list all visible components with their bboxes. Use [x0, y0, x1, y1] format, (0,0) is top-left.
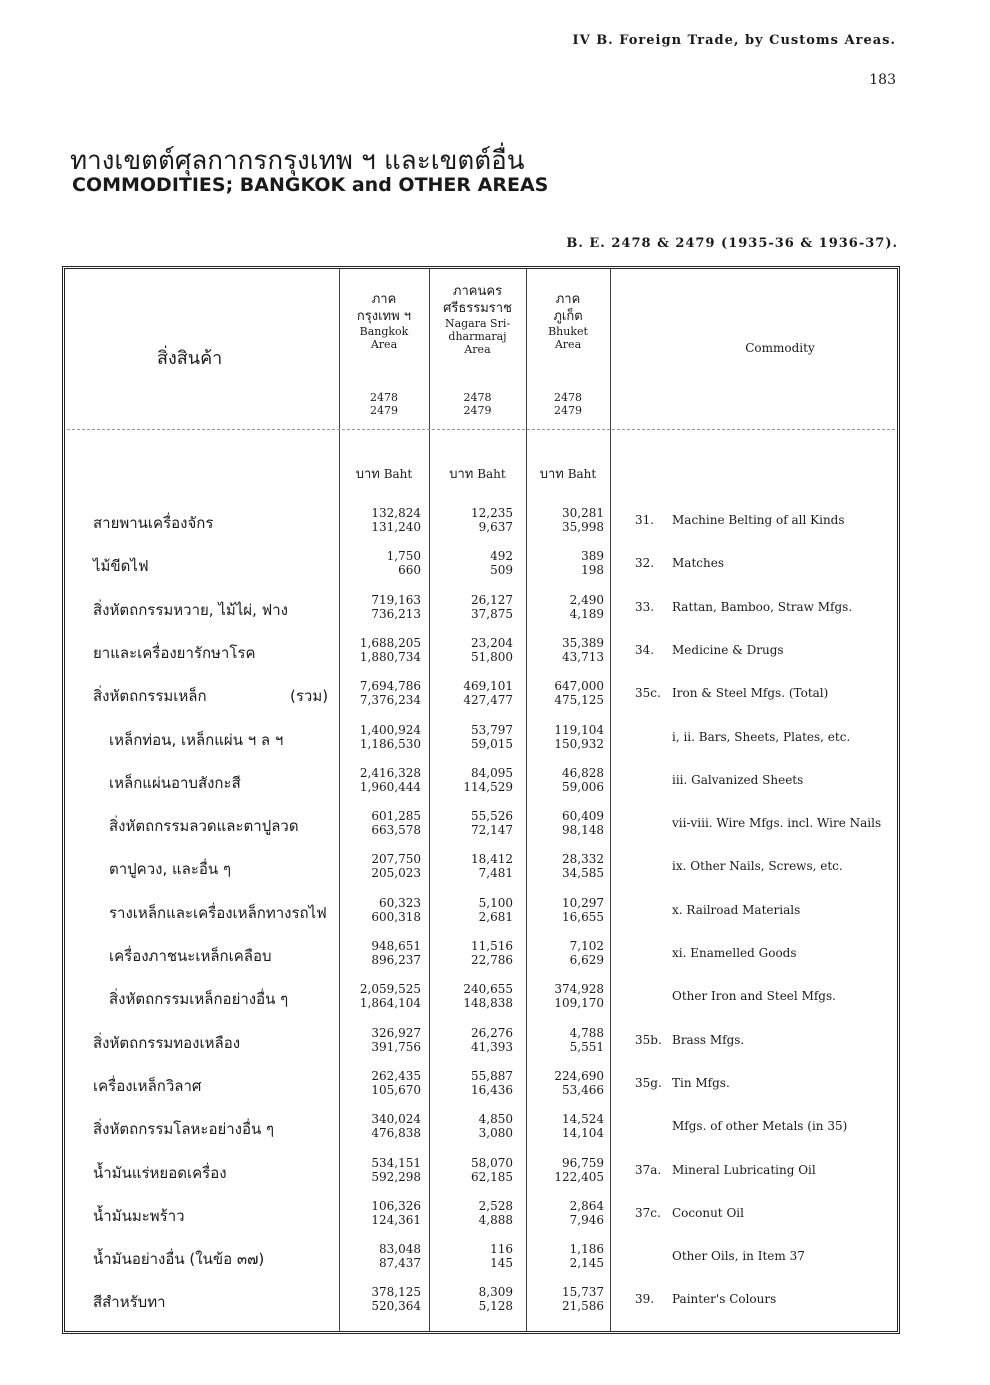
value-bangkok — [341, 506, 421, 534]
value-year2: 7,481 — [478, 866, 513, 881]
commodity-thai: สิ่งหัตถกรรมหวาย, ไม้ไผ่, ฟาง — [93, 600, 288, 619]
value-year1: 10,297 — [562, 895, 604, 910]
commodity-en: Matches — [672, 556, 724, 571]
value-nagara — [431, 939, 513, 967]
value-year2: 109,170 — [554, 996, 604, 1011]
header-nagara-thai2: ศรีธรรมราช — [443, 301, 512, 316]
value-year1: 30,281 — [562, 506, 604, 520]
value-year1: 240,655 — [463, 982, 513, 997]
value-year2: 509 — [490, 563, 513, 578]
value-bhuket — [528, 1026, 604, 1054]
table-row — [65, 933, 897, 976]
value-year1: 46,828 — [562, 765, 604, 780]
commodity-thai: เหล็กแผ่นอาบสังกะสี — [109, 773, 241, 792]
value-year2: 148,838 — [463, 996, 513, 1011]
value-year1: 23,204 — [471, 635, 513, 650]
commodity-thai: ตาปูควง, และอื่น ๆ — [109, 860, 232, 879]
commodity-thai: สายพานเครื่องจักร — [93, 514, 214, 532]
value-year1: 374,928 — [554, 982, 604, 997]
header-bhuket-area — [528, 291, 608, 351]
header-bangkok-thai1: ภาค — [371, 292, 397, 307]
value-year2: 122,405 — [554, 1169, 604, 1184]
value-year2: 5,551 — [569, 1039, 604, 1054]
value-nagara — [431, 506, 513, 534]
value-year2: 53,466 — [562, 1082, 604, 1097]
header-nagara-en3: Area — [464, 343, 491, 356]
commodity-thai: เครื่องเหล็กวิลาศ — [93, 1076, 202, 1095]
value-bhuket — [528, 1285, 604, 1313]
table-row — [65, 1279, 897, 1322]
value-year2: 1,880,734 — [359, 649, 421, 664]
value-bhuket — [528, 1069, 604, 1097]
table-row — [65, 587, 897, 630]
table-row — [65, 543, 897, 586]
value-bangkok — [341, 1026, 421, 1054]
value-bhuket — [528, 939, 604, 967]
value-year1: 14,524 — [562, 1112, 604, 1127]
value-year2: 131,240 — [371, 520, 421, 534]
value-bhuket — [528, 593, 604, 621]
value-year2: 660 — [398, 563, 421, 578]
value-year1: 647,000 — [554, 679, 604, 694]
value-year1: 389 — [581, 549, 604, 564]
value-year2: 476,838 — [371, 1126, 421, 1141]
table-row — [65, 1193, 897, 1236]
header-bhuket-thai2: ภูเก็ต — [553, 309, 583, 324]
commodity-thai: เหล็กท่อน, เหล็กแผ่น ฯ ล ฯ — [109, 730, 284, 749]
value-year1: 132,824 — [371, 506, 421, 520]
unit-nagara — [431, 463, 524, 484]
value-year2: 59,015 — [471, 736, 513, 751]
value-bangkok — [341, 1199, 421, 1227]
value-bhuket — [528, 852, 604, 880]
unit-thai: บาท — [355, 467, 380, 482]
item-code: 33. — [635, 599, 655, 614]
unit-en: Baht — [383, 467, 413, 481]
header-commodity-thai: สิ่งสินค้า — [157, 348, 223, 369]
unit-bangkok — [341, 463, 427, 484]
table-row — [65, 1150, 897, 1193]
value-year1: 12,235 — [471, 506, 513, 520]
value-bhuket — [528, 1242, 604, 1270]
value-bhuket — [528, 896, 604, 924]
value-year1: 106,326 — [371, 1198, 421, 1213]
value-year2: 592,298 — [371, 1169, 421, 1184]
item-code: 35g. — [635, 1075, 662, 1090]
value-bhuket — [528, 679, 604, 707]
value-year2: 62,185 — [471, 1169, 513, 1184]
value-year2: 14,104 — [562, 1126, 604, 1141]
value-nagara — [431, 766, 513, 794]
header-divider — [67, 429, 895, 430]
table-row — [65, 846, 897, 889]
value-year2: 124,361 — [371, 1212, 421, 1227]
commodity-thai: เครื่องภาชนะเหล็กเคลือบ — [109, 947, 272, 965]
value-year1: 28,332 — [562, 852, 604, 867]
value-bangkok — [341, 723, 421, 751]
table-row — [65, 1020, 897, 1063]
value-bangkok — [341, 896, 421, 924]
value-year1: 224,690 — [554, 1068, 604, 1083]
item-code: 37a. — [635, 1162, 662, 1177]
value-year2: 114,529 — [463, 779, 513, 794]
value-bhuket — [528, 1156, 604, 1184]
value-year1: 1,400,924 — [359, 722, 421, 737]
value-year1: 119,104 — [554, 722, 604, 737]
value-year1: 15,737 — [562, 1285, 604, 1300]
commodity-en: Mfgs. of other Metals (in 35) — [672, 1119, 848, 1134]
value-year1: 948,651 — [371, 939, 421, 953]
value-year1: 55,526 — [471, 809, 513, 824]
value-year1: 2,059,525 — [359, 982, 421, 997]
value-year2: 5,128 — [478, 1299, 513, 1314]
value-year1: 7,102 — [569, 939, 604, 953]
year-2: 2479 — [370, 404, 398, 417]
header-bangkok-thai2: กรุงเทพ ฯ — [356, 309, 412, 324]
value-bangkok — [341, 939, 421, 967]
commodity-en: xi. Enamelled Goods — [672, 946, 797, 960]
commodity-en: vii-viii. Wire Mfgs. incl. Wire Nails — [672, 816, 882, 831]
years-nagara — [431, 391, 524, 417]
page-number: 183 — [869, 72, 896, 88]
commodity-en: Rattan, Bamboo, Straw Mfgs. — [672, 599, 853, 614]
commodity-table — [62, 266, 900, 1334]
value-year2: 72,147 — [471, 823, 513, 838]
value-nagara — [431, 1199, 513, 1227]
value-year1: 534,151 — [371, 1155, 421, 1170]
item-code: 35b. — [635, 1032, 662, 1047]
header-bangkok-area — [341, 291, 427, 351]
commodity-thai: รางเหล็กและเครื่องเหล็กทางรถไฟ — [109, 903, 327, 922]
value-year1: 719,163 — [371, 592, 421, 607]
year-1: 2478 — [554, 391, 582, 404]
value-year2: 1,864,104 — [359, 996, 421, 1011]
value-year1: 53,797 — [471, 722, 513, 737]
unit-thai: บาท — [539, 467, 564, 482]
item-code: 31. — [635, 513, 655, 527]
value-bangkok — [341, 549, 421, 577]
value-nagara — [431, 636, 513, 664]
value-year1: 11,516 — [471, 939, 513, 953]
header-bhuket-thai1: ภาค — [555, 292, 581, 307]
value-bangkok — [341, 1069, 421, 1097]
value-nagara — [431, 809, 513, 837]
value-year2: 16,436 — [471, 1082, 513, 1097]
value-year2: 600,318 — [371, 909, 421, 924]
value-year1: 2,416,328 — [359, 765, 421, 780]
value-year1: 469,101 — [463, 679, 513, 694]
commodity-thai: ไม้ขีดไฟ — [93, 557, 149, 576]
value-year2: 22,786 — [471, 953, 513, 967]
title-thai: ทางเขตต์ศุลกากรกรุงเทพ ฯ และเขตต์อื่น — [70, 146, 525, 176]
value-bangkok — [341, 593, 421, 621]
value-year1: 4,788 — [569, 1025, 604, 1040]
years-bhuket — [528, 391, 608, 417]
header-bangkok-en1: Bangkok — [359, 325, 409, 338]
value-bangkok — [341, 679, 421, 707]
value-year2: 6,629 — [569, 953, 604, 967]
year-2: 2479 — [554, 404, 582, 417]
header-bhuket-en1: Bhuket — [548, 325, 588, 338]
value-bhuket — [528, 723, 604, 751]
value-year2: 205,023 — [371, 866, 421, 881]
header-nagara-en1: Nagara Sri- — [444, 317, 511, 330]
value-year1: 60,409 — [562, 809, 604, 824]
table-row — [65, 760, 897, 803]
value-year2: 51,800 — [471, 649, 513, 664]
commodity-thai: สิ่งหัตถกรรมเหล็กอย่างอื่น ๆ — [109, 990, 289, 1009]
value-bhuket — [528, 636, 604, 664]
value-nagara — [431, 1112, 513, 1140]
value-year1: 2,864 — [569, 1198, 604, 1213]
value-bangkok — [341, 766, 421, 794]
value-year2: 150,932 — [554, 736, 604, 751]
year-2: 2479 — [463, 404, 492, 417]
value-year2: 59,006 — [562, 779, 604, 794]
value-year1: 96,759 — [562, 1155, 604, 1170]
value-year2: 7,376,234 — [359, 693, 421, 708]
value-year1: 340,024 — [371, 1112, 421, 1127]
item-code: 39. — [635, 1292, 655, 1307]
table-row — [65, 1106, 897, 1149]
commodity-thai: สิ่งหัตถกรรมลวดและตาปูลวด — [109, 817, 299, 836]
value-bangkok — [341, 636, 421, 664]
value-year2: 736,213 — [371, 606, 421, 621]
value-year2: 1,186,530 — [359, 736, 421, 751]
value-year2: 1,960,444 — [359, 779, 421, 794]
item-code: 37c. — [635, 1205, 661, 1220]
value-nagara — [431, 982, 513, 1010]
value-year1: 7,694,786 — [359, 679, 421, 694]
value-nagara — [431, 896, 513, 924]
year-1: 2478 — [463, 391, 492, 404]
value-nagara — [431, 1069, 513, 1097]
value-bhuket — [528, 506, 604, 534]
value-year2: 37,875 — [471, 606, 513, 621]
value-year2: 7,946 — [569, 1212, 604, 1227]
commodity-thai: น้ำมันอย่างอื่น (ในข้อ ๓๗) — [93, 1250, 265, 1269]
commodity-thai: น้ำมันแร่หยอดเครื่อง — [93, 1163, 227, 1182]
value-nagara — [431, 1242, 513, 1270]
commodity-en: Brass Mfgs. — [672, 1032, 745, 1047]
commodity-thai: สิ่งหัตถกรรมโลหะอย่างอื่น ๆ — [93, 1120, 275, 1139]
value-year2: 663,578 — [371, 823, 421, 838]
value-nagara — [431, 723, 513, 751]
value-bangkok — [341, 1242, 421, 1270]
value-year1: 58,070 — [471, 1155, 513, 1170]
commodity-thai: สิ่งหัตถกรรมทองเหลือง — [93, 1033, 241, 1052]
value-year2: 21,586 — [562, 1299, 604, 1314]
value-year2: 2,681 — [478, 909, 513, 924]
value-year1: 35,389 — [562, 635, 604, 650]
value-year1: 26,276 — [471, 1025, 513, 1040]
table-row — [65, 1063, 897, 1106]
value-year2: 34,585 — [562, 866, 604, 881]
table-row — [65, 1236, 897, 1279]
header-nagara-area — [431, 283, 524, 356]
header-bhuket-en2: Area — [554, 338, 582, 351]
value-nagara — [431, 549, 513, 577]
value-nagara — [431, 1156, 513, 1184]
value-year2: 3,080 — [478, 1126, 513, 1141]
table-row — [65, 976, 897, 1019]
value-year1: 601,285 — [371, 809, 421, 824]
commodity-en: Other Oils, in Item 37 — [672, 1249, 805, 1264]
value-year1: 2,490 — [569, 592, 604, 607]
value-year2: 2,145 — [569, 1256, 604, 1271]
value-year2: 87,437 — [379, 1256, 421, 1271]
table-row — [65, 890, 897, 933]
header-commodity-en: Commodity — [745, 341, 815, 355]
commodity-en: x. Railroad Materials — [672, 902, 801, 917]
value-bangkok — [341, 1285, 421, 1313]
commodity-en: ix. Other Nails, Screws, etc. — [672, 859, 843, 874]
value-bangkok — [341, 809, 421, 837]
commodity-en: Machine Belting of all Kinds — [672, 513, 845, 527]
item-code: 34. — [635, 642, 655, 657]
commodity-en: i, ii. Bars, Sheets, Plates, etc. — [672, 729, 851, 744]
unit-bhuket — [528, 463, 608, 484]
value-bhuket — [528, 1199, 604, 1227]
title-english: COMMODITIES; BANGKOK and OTHER AREAS — [72, 174, 549, 196]
unit-en: Baht — [567, 467, 597, 481]
value-year1: 84,095 — [471, 765, 513, 780]
value-year2: 35,998 — [562, 520, 604, 534]
value-year1: 83,048 — [379, 1242, 421, 1257]
table-row — [65, 630, 897, 673]
value-bangkok — [341, 982, 421, 1010]
header-nagara-en2: dharmaraj — [448, 330, 507, 343]
value-year1: 207,750 — [371, 852, 421, 867]
value-year1: 378,125 — [371, 1285, 421, 1300]
commodity-thai: ยาและเครื่องยารักษาโรค — [93, 643, 256, 662]
item-code: 35c. — [635, 686, 661, 701]
running-head: IV B. Foreign Trade, by Customs Areas. — [572, 33, 896, 48]
value-year1: 4,850 — [478, 1112, 513, 1127]
value-year2: 98,148 — [562, 823, 604, 838]
table-row — [65, 673, 897, 716]
value-year1: 5,100 — [478, 895, 513, 910]
value-year1: 326,927 — [371, 1025, 421, 1040]
value-nagara — [431, 1026, 513, 1054]
value-year1: 60,323 — [379, 895, 421, 910]
value-year2: 145 — [490, 1256, 513, 1271]
table-row — [65, 500, 897, 543]
value-bhuket — [528, 766, 604, 794]
value-year1: 55,887 — [471, 1068, 513, 1083]
commodity-thai: สิ่งหัตถกรรมเหล็ก — [93, 687, 207, 706]
total-marker: (รวม) — [290, 687, 329, 706]
value-year1: 1,688,205 — [359, 635, 421, 650]
value-bangkok — [341, 1112, 421, 1140]
commodity-en: Medicine & Drugs — [672, 642, 784, 657]
value-bhuket — [528, 809, 604, 837]
value-year1: 26,127 — [471, 592, 513, 607]
value-year2: 520,364 — [371, 1299, 421, 1314]
value-year2: 43,713 — [562, 649, 604, 664]
table-row — [65, 803, 897, 846]
value-year2: 427,477 — [463, 693, 513, 708]
commodity-en: iii. Galvanized Sheets — [672, 772, 804, 787]
value-year2: 4,189 — [569, 606, 604, 621]
item-code: 32. — [635, 556, 655, 571]
value-year1: 2,528 — [478, 1198, 513, 1213]
value-year1: 262,435 — [371, 1068, 421, 1083]
value-year2: 9,637 — [478, 520, 513, 534]
year-1: 2478 — [370, 391, 398, 404]
header-nagara-thai1: ภาคนคร — [452, 284, 503, 299]
commodity-thai: น้ำมันมะพร้าว — [93, 1206, 185, 1225]
value-nagara — [431, 679, 513, 707]
value-bhuket — [528, 982, 604, 1010]
value-bangkok — [341, 852, 421, 880]
commodity-thai: สีสำหรับทา — [93, 1293, 166, 1312]
value-year2: 4,888 — [478, 1212, 513, 1227]
commodity-en: Iron & Steel Mfgs. (Total) — [672, 686, 829, 701]
value-year2: 198 — [581, 563, 604, 578]
commodity-en: Other Iron and Steel Mfgs. — [672, 989, 836, 1004]
value-year2: 105,670 — [371, 1082, 421, 1097]
value-nagara — [431, 593, 513, 621]
value-bhuket — [528, 1112, 604, 1140]
commodity-en: Mineral Lubricating Oil — [672, 1162, 816, 1177]
table-row — [65, 717, 897, 760]
value-year1: 116 — [490, 1242, 513, 1257]
value-year2: 391,756 — [371, 1039, 421, 1054]
value-year2: 896,237 — [371, 953, 421, 967]
value-year1: 492 — [490, 549, 513, 564]
commodity-en: Painter's Colours — [672, 1292, 777, 1307]
value-year1: 8,309 — [478, 1285, 513, 1300]
period-label: B. E. 2478 & 2479 (1935-36 & 1936-37). — [566, 236, 898, 251]
value-year2: 41,393 — [471, 1039, 513, 1054]
commodity-en: Tin Mfgs. — [672, 1075, 730, 1090]
unit-en: Baht — [477, 467, 506, 481]
value-year1: 1,186 — [569, 1242, 604, 1257]
unit-thai: บาท — [449, 467, 474, 482]
commodity-en: Coconut Oil — [672, 1205, 744, 1220]
value-year2: 16,655 — [562, 909, 604, 924]
years-bangkok — [341, 391, 427, 417]
value-year1: 18,412 — [471, 852, 513, 867]
value-bangkok — [341, 1156, 421, 1184]
header-bangkok-en2: Area — [370, 338, 398, 351]
value-bhuket — [528, 549, 604, 577]
value-year2: 475,125 — [554, 693, 604, 708]
value-year1: 1,750 — [386, 549, 421, 564]
value-nagara — [431, 852, 513, 880]
value-nagara — [431, 1285, 513, 1313]
